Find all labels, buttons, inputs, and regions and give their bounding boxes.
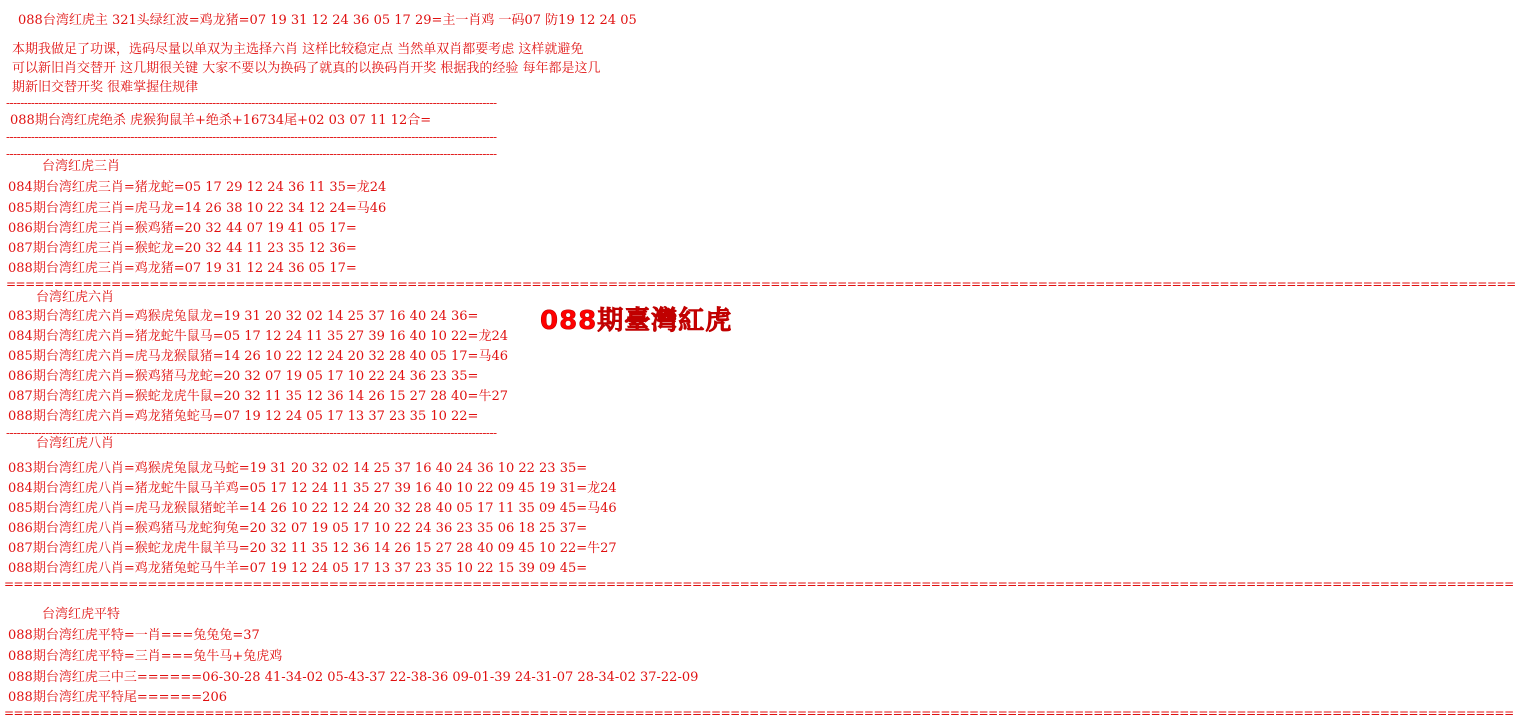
list-item: 086期台湾红虎三肖=猴鸡猪=20 32 44 07 19 41 05 17= xyxy=(8,221,357,236)
list-item: 084期台湾红虎三肖=猪龙蛇=05 17 29 12 24 36 11 35=龙24 xyxy=(8,180,387,195)
list-item: 086期台湾红虎八肖=猴鸡猪马龙蛇狗兔=20 32 07 19 05 17 10 22 24 36 23 35 06 18 25 37= xyxy=(8,521,588,536)
list-item: 086期台湾红虎六肖=猴鸡猪马龙蛇=20 32 07 19 05 17 10 22 24 36 23 35= xyxy=(8,369,479,384)
section-flat-title: 台湾红虎平特 xyxy=(42,607,121,622)
list-item: 087期台湾红虎三肖=猴蛇龙=20 32 44 11 23 35 12 36= xyxy=(8,241,357,256)
list-item: 085期台湾红虎三肖=虎马龙=14 26 38 10 22 34 12 24=马46 xyxy=(8,201,387,216)
list-item: 087期台湾红虎六肖=猴蛇龙虎牛鼠=20 32 11 35 12 36 14 26 15 27 28 40=牛27 xyxy=(8,389,508,404)
equal-divider: ============================================================================================================================================================== xyxy=(6,277,1516,291)
list-item: 088期台湾红虎平特=三肖===兔牛马+兔虎鸡 xyxy=(8,649,283,664)
list-item: 088期台湾红虎六肖=鸡龙猪兔蛇马=07 19 12 24 05 17 13 37 23 35 10 22= xyxy=(8,409,479,424)
list-item: 085期台湾红虎八肖=虎马龙猴鼠猪蛇羊=14 26 10 22 12 24 20 32 28 40 05 17 11 35 09 45=马46 xyxy=(8,501,617,516)
list-item: 085期台湾红虎六肖=虎马龙猴鼠猪=14 26 10 22 12 24 20 32 28 40 05 17=马46 xyxy=(8,349,508,364)
intro-paragraph-line-1: 本期我做足了功课，选码尽量以单双为主选择六肖 这样比较稳定点 当然单双肖都要考虑 这样就避免 xyxy=(12,42,584,57)
kill-line: 088期台湾红虎绝杀 虎猴狗鼠羊+绝杀+16734尾+02 03 07 11 12合= xyxy=(10,113,432,128)
equal-divider: ============================================================================================================================================================== xyxy=(4,706,1514,720)
list-item: 088期台湾红虎平特=一肖===兔兔兔=37 xyxy=(8,628,260,643)
list-item: 088期台湾红虎三中三======06-30-28 41-34-02 05-43-37 22-38-36 09-01-39 24-31-07 28-34-02 37-22-09 xyxy=(8,670,699,685)
dash-divider: ------------------------------------------------------------------------------------------------------------------------------------------ xyxy=(6,96,497,110)
list-item: 088期台湾红虎八肖=鸡龙猪兔蛇马牛羊=07 19 12 24 05 17 13 37 23 35 10 22 15 39 09 45= xyxy=(8,561,588,576)
equal-divider: ============================================================================================================================================================== xyxy=(4,577,1514,591)
list-item: 088期台湾红虎平特尾======206 xyxy=(8,690,227,705)
list-item: 084期台湾红虎八肖=猪龙蛇牛鼠马羊鸡=05 17 12 24 11 35 27 39 16 40 10 22 09 45 19 31=龙24 xyxy=(8,481,617,496)
list-item: 088期台湾红虎三肖=鸡龙猪=07 19 31 12 24 36 05 17= xyxy=(8,261,357,276)
section-six-title: 台湾红虎六肖 xyxy=(36,290,115,305)
list-item: 083期台湾红虎六肖=鸡猴虎兔鼠龙=19 31 20 32 02 14 25 37 16 40 24 36= xyxy=(8,309,479,324)
dash-divider: ------------------------------------------------------------------------------------------------------------------------------------------ xyxy=(6,426,497,440)
list-item: 084期台湾红虎六肖=猪龙蛇牛鼠马=05 17 12 24 11 35 27 39 16 40 10 22=龙24 xyxy=(8,329,508,344)
list-item: 087期台湾红虎八肖=猴蛇龙虎牛鼠羊马=20 32 11 35 12 36 14 26 15 27 28 40 09 45 10 22=牛27 xyxy=(8,541,617,556)
banner-title: 088期臺灣紅虎 xyxy=(540,306,733,336)
dash-divider: ------------------------------------------------------------------------------------------------------------------------------------------ xyxy=(6,130,497,144)
intro-paragraph-line-3: 期新旧交替开奖 很难掌握住规律 xyxy=(12,80,199,95)
dash-divider: ------------------------------------------------------------------------------------------------------------------------------------------ xyxy=(6,147,497,161)
list-item: 083期台湾红虎八肖=鸡猴虎兔鼠龙马蛇=19 31 20 32 02 14 25 37 16 40 24 36 10 22 23 35= xyxy=(8,461,588,476)
section-three-title: 台湾红虎三肖 xyxy=(42,159,121,174)
intro-paragraph-line-2: 可以新旧肖交替开 这几期很关键 大家不要以为换码了就真的以换码肖开奖 根据我的经验 每年都是这几 xyxy=(12,61,601,76)
section-eight-title: 台湾红虎八肖 xyxy=(36,436,115,451)
header-line: 088台湾红虎主 321头绿红波=鸡龙猪=07 19 31 12 24 36 05 17 29=主一肖鸡 一码07 防19 12 24 05 xyxy=(18,13,637,28)
